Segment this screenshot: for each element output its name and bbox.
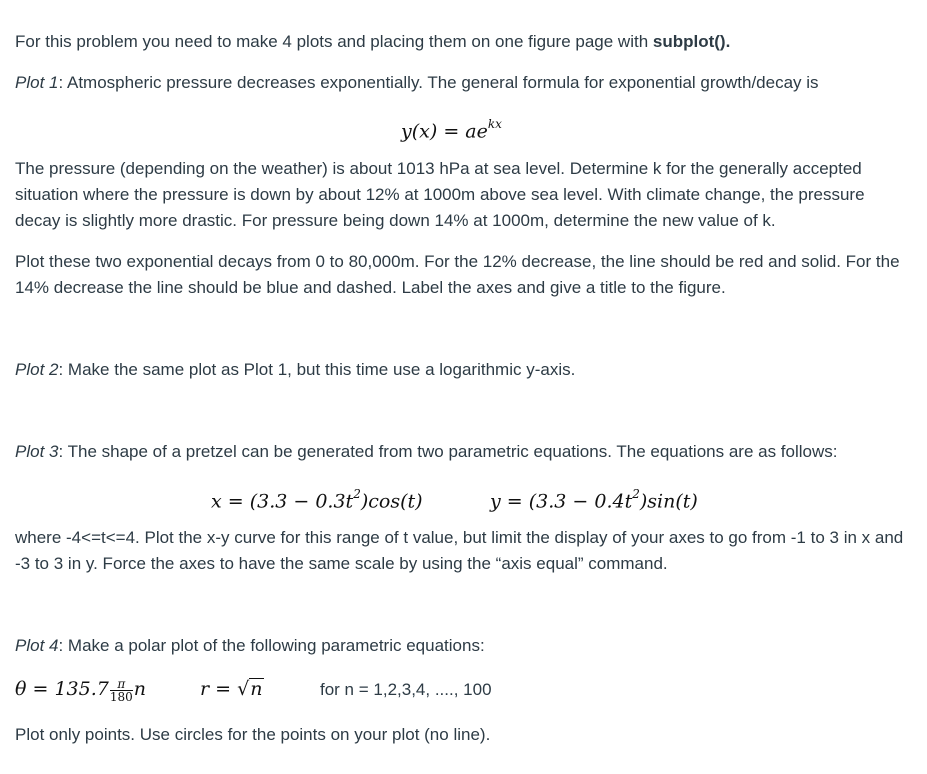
plot4-eq-r-a: r =	[200, 678, 238, 700]
plot1-para2: Plot these two exponential decays from 0 to 80,000m. For the 12% decrease, the line should be red and solid. For the 14% decrease the line should be blue and dashed. Label the axes and give a title to the figure.	[15, 252, 900, 297]
intro-text: For this problem you need to make 4 plots and placing them on one figure page with	[15, 32, 653, 51]
plot3-label: Plot 3	[15, 442, 59, 461]
plot4-eq-frac	[110, 678, 133, 703]
plot1-para1: The pressure (depending on the weather) is about 1013 hPa at sea level. Determine k for the generally accepted situation where the pressure is down by about 12% at 1000m above sea level. With climate change, the pressure decay is slightly more drastic. For pressure being down 14% at 1000m, determine the new value of k.	[15, 159, 865, 230]
plot3-equation-x	[211, 483, 423, 514]
plot3-heading	[15, 441, 837, 463]
plot1-heading	[15, 72, 819, 94]
plot1-text: : Atmospheric pressure decreases exponentially. The general formula for exponential growth/decay is	[58, 73, 819, 92]
plot4-heading	[15, 635, 485, 657]
intro-line	[15, 31, 730, 53]
plot4-label: Plot 4	[15, 636, 59, 655]
plot2-label: Plot 2	[15, 360, 59, 379]
plot2-heading	[15, 359, 575, 381]
plot2-text: : Make the same plot as Plot 1, but this time use a logarithmic y-axis.	[58, 360, 576, 379]
plot4-equation-theta	[15, 676, 146, 703]
plot3-eq-y-b: )sin(t)	[639, 490, 698, 513]
plot3-eq-y-sup: 2	[632, 487, 640, 501]
plot3-eq-x-b: )cos(t)	[360, 490, 423, 513]
plot4-eq-frac-den: 180	[109, 689, 133, 704]
plot3-equation-y	[490, 483, 698, 514]
plot1-label: Plot 1	[15, 73, 59, 92]
plot4-text: : Make a polar plot of the following parametric equations:	[58, 636, 485, 655]
plot4-range: for n = 1,2,3,4, ...., 100	[320, 680, 492, 699]
plot3-para: where -4<=t<=4. Plot the x-y curve for this range of t value, but limit the display of your axes to go from -1 to 3 in x and -3 to 3 in y. Force the axes to have the same scale by using the “axis equal” command.	[15, 528, 904, 573]
plot3-eq-y-a: y = (3.3 − 0.4t	[490, 490, 633, 513]
plot3-eq-x-sup: 2	[353, 487, 361, 501]
plot1-eq-exp: kx	[487, 117, 502, 131]
plot4-eq-theta-a: θ = 135.7	[15, 678, 109, 700]
plot4-eq-r-root: n	[250, 678, 263, 700]
plot1-equation	[401, 113, 502, 144]
plot3-eq-x-a: x = (3.3 − 0.3t	[211, 490, 354, 513]
intro-bold: subplot().	[652, 32, 731, 51]
plot3-text: : The shape of a pretzel can be generated from two parametric equations. The equations are as follows:	[58, 442, 838, 461]
plot4-eq-frac-num: π	[110, 678, 133, 691]
plot4-para: Plot only points. Use circles for the points on your plot (no line).	[15, 725, 491, 744]
plot1-eq-lhs: y(x) = ae	[401, 120, 488, 143]
plot4-equation-r: r = √n	[200, 678, 263, 700]
plot4-eq-theta-b: n	[133, 678, 146, 700]
